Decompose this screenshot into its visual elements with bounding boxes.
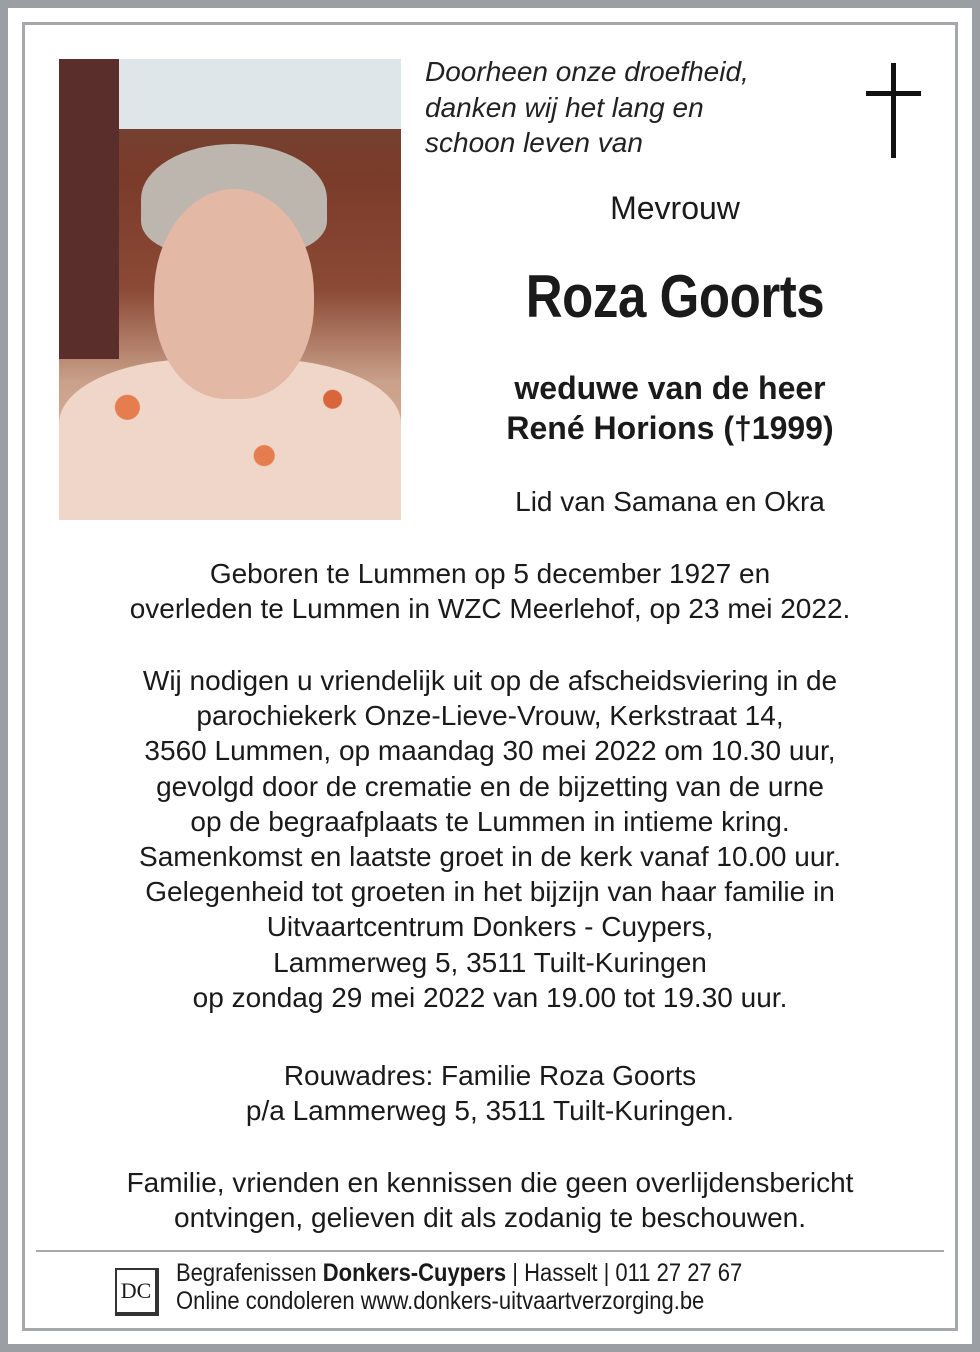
intro-line: Doorheen onze droefheid, bbox=[425, 56, 749, 87]
honorific: Mevrouw bbox=[610, 190, 740, 226]
text-line: op de begraafplaats te Lummen in intieme kring. bbox=[190, 805, 790, 837]
cross-icon bbox=[866, 63, 921, 158]
text-line: p/a Lammerweg 5, 3511 Tuilt-Kuringen. bbox=[245, 1095, 735, 1127]
website-link[interactable]: www.donkers-uitvaartverzorging.be bbox=[360, 1287, 705, 1315]
text-line: 3560 Lummen, op maandag 30 mei 2022 om 10.30 uur, bbox=[144, 735, 836, 767]
funeral-home-logo bbox=[113, 1262, 158, 1312]
intro-line: schoon leven van bbox=[425, 127, 643, 158]
portrait-photo bbox=[59, 59, 401, 520]
company-phone: 011 27 27 67 bbox=[615, 1259, 743, 1287]
condolence-label: Online condoleren bbox=[176, 1287, 355, 1315]
company-city: | Hasselt | bbox=[512, 1259, 610, 1287]
company-name: Donkers-Cuypers bbox=[322, 1259, 507, 1287]
deceased-name: Roza Goorts bbox=[525, 263, 825, 330]
text-line: Lammerweg 5, 3511 Tuilt-Kuringen bbox=[273, 946, 707, 978]
text-line: Rouwadres: Familie Roza Goorts bbox=[283, 1060, 697, 1091]
text-line: Geboren te Lummen op 5 december 1927 en bbox=[209, 558, 771, 589]
text-line: parochiekerk Onze-Lieve-Vrouw, Kerkstraat 14, bbox=[196, 700, 784, 732]
closing-note bbox=[40, 1165, 940, 1235]
spouse-info bbox=[440, 368, 900, 448]
birth-death bbox=[40, 556, 940, 626]
text-line: gevolgd door de crematie en de bijzetting van de urne bbox=[156, 770, 824, 802]
membership: Lid van Samana en Okra bbox=[515, 486, 825, 517]
ceremony-info bbox=[40, 663, 940, 1015]
text-line: Uitvaartcentrum Donkers - Cuypers, bbox=[266, 911, 714, 943]
intro-line: danken wij het lang en bbox=[425, 91, 704, 123]
footer-prefix: Begrafenissen bbox=[176, 1259, 317, 1287]
text-line: op zondag 29 mei 2022 van 19.00 tot 19.30 uur. bbox=[192, 981, 788, 1013]
spouse-line: René Horions (†1999) bbox=[506, 410, 834, 446]
intro-text bbox=[425, 54, 749, 161]
spouse-line: weduwe van de heer bbox=[514, 370, 826, 406]
text-line: Samenkomst en laatste groet in de kerk vanaf 10.00 uur. bbox=[139, 841, 841, 873]
footer bbox=[176, 1259, 742, 1315]
text-line: Wij nodigen u vriendelijk uit op de afscheidsviering in de bbox=[142, 665, 838, 696]
logo-monogram: DC bbox=[115, 1268, 159, 1316]
footer-divider bbox=[36, 1250, 944, 1252]
text-line: overleden te Lummen in WZC Meerlehof, op 23 mei 2022. bbox=[129, 593, 851, 625]
text-line: Gelegenheid tot groeten in het bijzijn van haar familie in bbox=[145, 876, 835, 908]
text-line: ontvingen, gelieven dit als zodanig te beschouwen. bbox=[174, 1202, 806, 1234]
text-line: Familie, vrienden en kennissen die geen overlijdensbericht bbox=[126, 1167, 854, 1198]
mourning-address bbox=[40, 1058, 940, 1128]
